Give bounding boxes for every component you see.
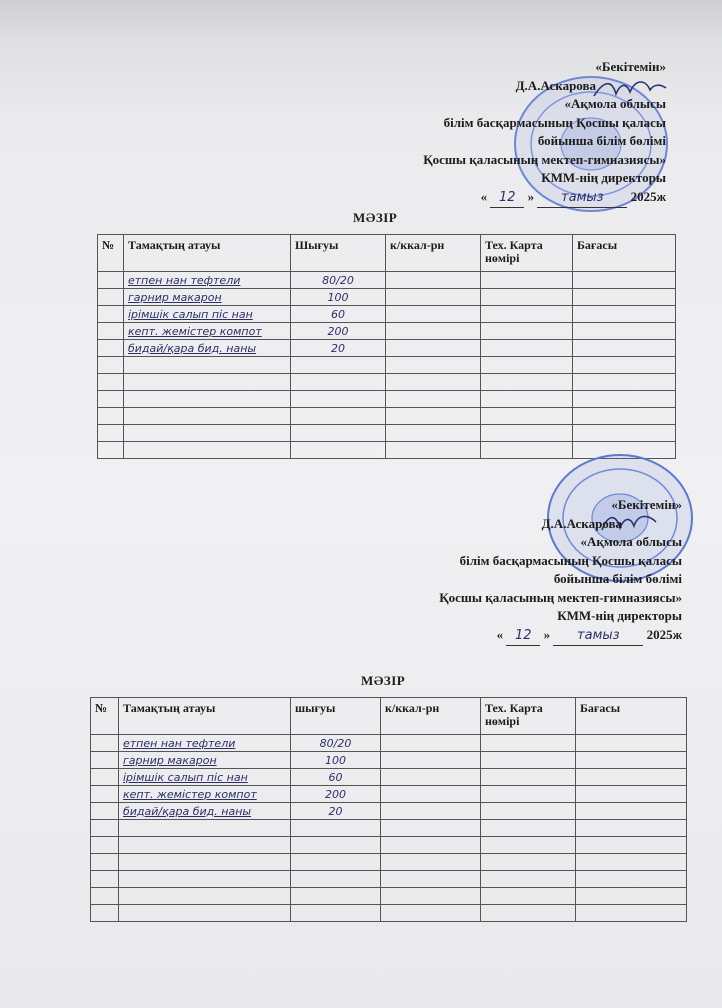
approval-block xyxy=(439,496,682,646)
table-row xyxy=(91,820,687,837)
dish-name: бидай/қара бид. наны xyxy=(119,803,291,820)
approve-date: « 12 » тамыз 2025ж xyxy=(423,188,666,209)
dish-output: 80/20 xyxy=(291,735,381,752)
table-row xyxy=(98,391,676,408)
dish-output: 100 xyxy=(291,289,386,306)
dish-output: 60 xyxy=(291,306,386,323)
table-row xyxy=(98,289,676,306)
menu-title: МӘЗІР xyxy=(353,210,398,225)
dish-output: 200 xyxy=(291,786,381,803)
approve-org-line: «Ақмола облысы xyxy=(564,96,666,111)
header-output: шығуы xyxy=(291,698,381,735)
signer-name: Д.А.Аскарова xyxy=(541,515,622,531)
table-row xyxy=(98,323,676,340)
dish-output: 20 xyxy=(291,803,381,820)
approve-org-line: Қосшы қаласының мектеп-гимназиясы» xyxy=(423,151,666,167)
dish-output: 60 xyxy=(291,769,381,786)
menu-table xyxy=(90,697,687,922)
menu-table xyxy=(97,234,676,459)
header-price: Бағасы xyxy=(576,698,687,735)
dish-output: 20 xyxy=(291,340,386,357)
date-month: тамыз xyxy=(537,189,627,209)
table-row xyxy=(91,888,687,905)
header-tech-card: Тех. Карта нөмірі xyxy=(481,698,576,735)
header-tech-card: Тех. Карта нөмірі xyxy=(481,235,573,272)
table-row xyxy=(98,306,676,323)
header-kcal: к/ккал-рн xyxy=(381,698,481,735)
table-row xyxy=(98,340,676,357)
menu-title: МӘЗІР xyxy=(361,673,406,688)
dish-name: гарнир макарон xyxy=(119,752,291,769)
table-row xyxy=(91,854,687,871)
table-row xyxy=(98,272,676,289)
approve-date: « 12 » тамыз 2025ж xyxy=(439,626,682,647)
dish-name: етпен нан тефтели xyxy=(119,735,291,752)
header-dish-name: Тамақтың атауы xyxy=(119,698,291,735)
dish-name: ірімшік салып піс нан xyxy=(124,306,291,323)
dish-name: етпен нан тефтели xyxy=(124,272,291,289)
dish-name: бидай/қара бид. наны xyxy=(124,340,291,357)
header-price: Бағасы xyxy=(573,235,676,272)
table-row xyxy=(91,905,687,922)
approve-org-line: «Ақмола облысы xyxy=(580,534,682,549)
header-output: Шығуы xyxy=(291,235,386,272)
approval-block xyxy=(423,58,666,208)
approve-org-line: Қосшы қаласының мектеп-гимназиясы» xyxy=(439,589,682,605)
table-row xyxy=(91,871,687,888)
table-row xyxy=(91,735,687,752)
table-row xyxy=(91,786,687,803)
approve-position: КММ-нің директоры xyxy=(541,170,666,185)
header-number: № xyxy=(91,698,119,735)
approve-org-line: бойынша білім бөлімі xyxy=(537,133,666,148)
table-row xyxy=(98,357,676,374)
date-month: тамыз xyxy=(553,627,643,647)
table-header-row xyxy=(98,235,676,272)
dish-name: ірімшік салып піс нан xyxy=(119,769,291,786)
table-row xyxy=(98,408,676,425)
dish-output: 100 xyxy=(291,752,381,769)
date-year: 2025ж xyxy=(630,188,666,204)
table-header-row xyxy=(91,698,687,735)
header-kcal: к/ккал-рн xyxy=(386,235,481,272)
table-row xyxy=(91,752,687,769)
approve-org-line: бойынша білім бөлімі xyxy=(553,571,682,586)
table-row xyxy=(91,769,687,786)
table-row xyxy=(98,425,676,442)
dish-name: кепт. жемістер компот xyxy=(124,323,291,340)
signer-name: Д.А.Аскарова xyxy=(515,77,596,93)
date-year: 2025ж xyxy=(646,626,682,642)
header-dish-name: Тамақтың атауы xyxy=(124,235,291,272)
approve-org-line: білім басқармасының Қосшы қаласы xyxy=(443,114,666,130)
table-row xyxy=(98,374,676,391)
date-day: 12 xyxy=(506,627,540,647)
dish-output: 200 xyxy=(291,323,386,340)
dish-name: кепт. жемістер компот xyxy=(119,786,291,803)
dish-name: гарнир макарон xyxy=(124,289,291,306)
approve-heading: «Бекітемін» xyxy=(595,59,666,74)
approve-position: КММ-нің директоры xyxy=(557,608,682,623)
approve-heading: «Бекітемін» xyxy=(611,497,682,512)
header-number: № xyxy=(98,235,124,272)
table-row xyxy=(91,803,687,820)
date-day: 12 xyxy=(490,189,524,209)
dish-output: 80/20 xyxy=(291,272,386,289)
approve-org-line: білім басқармасының Қосшы қаласы xyxy=(459,552,682,568)
table-row xyxy=(91,837,687,854)
